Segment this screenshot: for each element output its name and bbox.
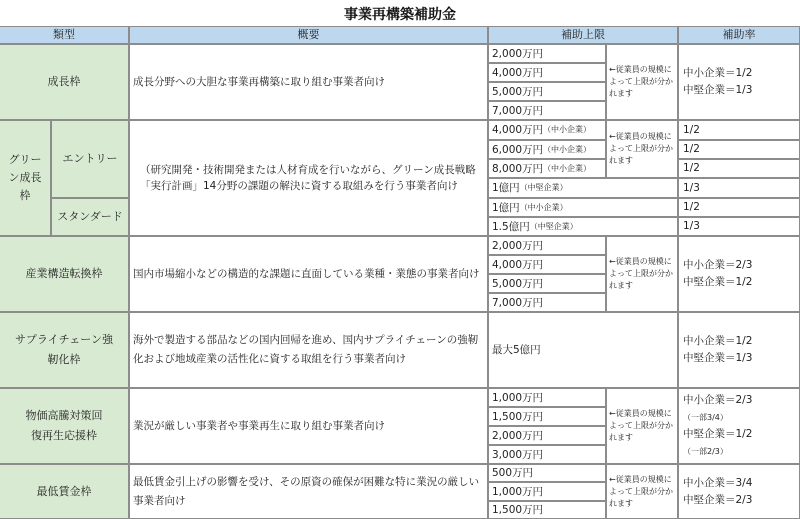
header-type: 類型 — [0, 26, 129, 44]
prices-amount: 1,500万円 — [488, 407, 606, 426]
prices-size-note: ←従業員の規模によって上限が分かれます — [606, 388, 678, 464]
minwage-rate-mid: 中堅企業＝2/3 — [683, 493, 753, 506]
green-standard: スタンダード — [51, 198, 129, 236]
minwage-size-note: ←従業員の規模によって上限が分かれます — [606, 464, 678, 519]
supply-rate — [678, 312, 800, 388]
green-amount: 1億円 （中小企業） — [488, 198, 678, 217]
supply-label: サプライチェーン強靭化枠 — [14, 333, 114, 366]
prices-rate — [678, 388, 800, 464]
prices-amount: 1,000万円 — [488, 388, 606, 407]
minwage-amount: 500万円 — [488, 464, 606, 482]
green-amount: 1.5億円 （中堅企業） — [488, 217, 678, 236]
supply-description: 海外で製造する部品などの国内回帰を進め、国内サプライチェーンの強靭化および地域産業の活性化に資する取組を行う事業者向け — [129, 312, 488, 388]
industry-rate-mid: 中堅企業＝1/2 — [683, 276, 753, 288]
green-label: グリーン成長枠 — [8, 153, 42, 202]
category-minwage: 最低賃金枠 — [0, 464, 129, 519]
supply-amount: 最大5億円 — [488, 312, 678, 388]
prices-amount: 3,000万円 — [488, 445, 606, 464]
green-rate: 1/3 — [678, 217, 800, 236]
industry-amount: 4,000万円 — [488, 255, 606, 274]
green-description: （研究開発・技術開発または人材育成を行いながら、グリーン成長戦略「実行計画」14分野の課題の解決に資する取組みを行う事業者向け — [129, 120, 488, 236]
green-rate: 1/2 — [678, 120, 800, 140]
category-supply — [0, 312, 129, 388]
category-green — [0, 120, 51, 236]
green-size-note: ←従業員の規模によって上限が分かれます — [606, 120, 678, 178]
green-rate: 1/2 — [678, 140, 800, 159]
page-title: 事業再構築補助金 — [344, 7, 456, 23]
prices-rate-mid: 中堅企業＝1/2（一部2/3） — [683, 428, 753, 456]
prices-label: 物価高騰対策回復再生応援枠 — [25, 409, 103, 442]
green-amount: 1億円 （中堅企業） — [488, 178, 678, 198]
supply-rate-mid: 中堅企業＝1/3 — [683, 352, 753, 364]
industry-rate-sme: 中小企業＝2/3 — [683, 259, 753, 271]
industry-amount: 7,000万円 — [488, 293, 606, 312]
growth-description: 成長分野への大胆な事業再構築に取り組む事業者向け — [129, 44, 488, 120]
growth-amount: 7,000万円 — [488, 101, 606, 120]
green-rate: 1/2 — [678, 198, 800, 217]
prices-amount: 2,000万円 — [488, 426, 606, 445]
minwage-description: 最低賃金引上げの影響を受け、その原資の確保が困難な特に業況の厳しい事業者向け — [129, 464, 488, 519]
growth-rate-mid: 中堅企業＝1/3 — [683, 84, 753, 96]
minwage-amount: 1,500万円 — [488, 501, 606, 519]
green-rate: 1/3 — [678, 178, 800, 198]
green-amount: 8,000万円 （中小企業） — [488, 159, 606, 178]
header-rate: 補助率 — [678, 26, 800, 44]
prices-description: 業況が厳しい事業者や事業再生に取り組む事業者向け — [129, 388, 488, 464]
green-amount: 4,000万円 （中小企業） — [488, 120, 606, 140]
growth-rate — [678, 44, 800, 120]
prices-rate-sme: 中小企業＝2/3（一部3/4） — [683, 394, 753, 422]
industry-amount: 5,000万円 — [488, 274, 606, 293]
category-prices — [0, 388, 129, 464]
growth-amount: 4,000万円 — [488, 63, 606, 82]
industry-rate — [678, 236, 800, 312]
growth-size-note: ←従業員の規模によって上限が分かれます — [606, 44, 678, 120]
supply-rate-sme: 中小企業＝1/2 — [683, 335, 753, 347]
minwage-amount: 1,000万円 — [488, 482, 606, 501]
industry-description: 国内市場縮小などの構造的な課題に直面している業種・業態の事業者向け — [129, 236, 488, 312]
header-summary: 概要 — [129, 26, 488, 44]
minwage-rate — [678, 464, 800, 519]
minwage-rate-sme: 中小企業＝3/4 — [683, 476, 753, 489]
industry-amount: 2,000万円 — [488, 236, 606, 255]
growth-rate-sme: 中小企業＝1/2 — [683, 67, 753, 79]
green-amount: 6,000万円 （中小企業） — [488, 140, 606, 159]
growth-amount: 5,000万円 — [488, 82, 606, 101]
green-rate: 1/2 — [678, 159, 800, 178]
green-entry: エントリー — [51, 120, 129, 198]
header-limit: 補助上限 — [488, 26, 678, 44]
category-industry: 産業構造転換枠 — [0, 236, 129, 312]
category-growth: 成長枠 — [0, 44, 129, 120]
growth-amount: 2,000万円 — [488, 44, 606, 63]
industry-size-note: ←従業員の規模によって上限が分かれます — [606, 236, 678, 312]
